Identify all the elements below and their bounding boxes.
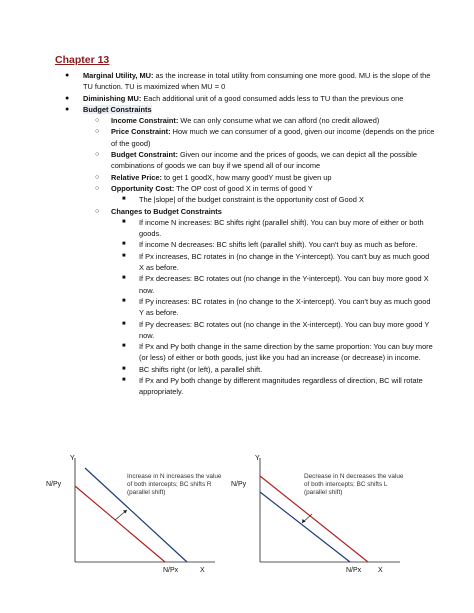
list-item [55, 273, 435, 296]
item-text: If Px and Py both change in the same direction by the same proportion: You can buy more (or less) of either or both goods, just like you had an increase (or decrease) in income. [139, 342, 433, 363]
bullet-icon: ● [65, 94, 70, 102]
bullet-icon: ○ [95, 184, 100, 192]
list-item [55, 149, 435, 172]
item-label: Budget Constraints [83, 104, 152, 114]
bullet-icon: ■ [122, 218, 126, 225]
list-item [55, 251, 435, 274]
item-text: Given our income and the prices of goods, we can depict all the possible combinations of goods we can buy if we spend all of our income [111, 150, 418, 171]
bullet-icon: ● [65, 72, 70, 79]
item-label: Opportunity Cost: [111, 183, 175, 193]
original-budget-line [75, 486, 165, 562]
item-label: Relative Price: [111, 172, 162, 182]
list-item [55, 70, 435, 93]
item-text: We can only consume what we can afford (no credit allowed) [178, 116, 380, 126]
bullet-icon: ■ [122, 252, 126, 259]
item-text: If Px and Py both change by different magnitudes regardless of direction, BC will rotate appropriately. [139, 376, 423, 397]
graph-income-decrease [231, 450, 415, 580]
list-item [55, 172, 435, 183]
item-label: Budget Constraint: [111, 150, 178, 160]
item-text: BC shifts right (or left), a parallel shift. [139, 364, 263, 374]
list-item [55, 375, 435, 398]
list-item [55, 115, 435, 126]
bullet-icon: ○ [95, 117, 100, 125]
list-item [55, 206, 435, 217]
item-text: If income N decreases: BC shifts left (parallel shift). You can't buy as much as before. [139, 240, 418, 250]
list-item [55, 104, 435, 115]
item-text: If Px increases, BC rotates in (no change in the Y-intercept). You can't buy as much good X as before. [139, 251, 430, 273]
bullet-icon: ● [65, 105, 70, 113]
y-intercept-label: N/Py [46, 481, 62, 488]
bullet-icon: ○ [95, 128, 100, 136]
caption-line-1: Increase in N increases the value [127, 473, 222, 480]
chapter-heading: Chapter 13 [55, 54, 110, 66]
item-text: If Py decreases: BC rotates out (no change in the X-intercept). You can buy more good Y now. [139, 319, 430, 340]
item-label: Marginal Utility, MU: [83, 71, 154, 80]
bullet-icon: ○ [95, 151, 100, 159]
budget-constraint-graphs [46, 450, 415, 580]
caption-line-1: Decrease in N decreases the value [304, 473, 404, 480]
item-text: If income N increases: BC shifts right (parallel shift). You can buy more of either or both goods. [139, 217, 424, 239]
bullet-icon: ■ [122, 320, 126, 327]
item-text: The OP cost of good X in terms of good Y [174, 183, 313, 193]
bullet-icon: ■ [122, 365, 126, 372]
item-text: How much we can consumer of a good, given our income (depends on the price of the good) [111, 127, 435, 148]
x-intercept-label: N/Px [163, 567, 179, 574]
notes-list [55, 70, 435, 398]
y-axis-label: Y [255, 455, 260, 462]
bullet-icon: ○ [95, 173, 100, 181]
shifted-budget-line [260, 492, 350, 562]
bullet-icon: ■ [122, 297, 126, 304]
caption-line-3: (parallel shift) [304, 489, 343, 496]
list-item [55, 194, 435, 205]
x-axis-label: X [200, 567, 205, 574]
caption-line-2: of both intercepts; BC shifts R [127, 481, 212, 488]
item-label: Changes to Budget Constraints [111, 206, 222, 216]
x-intercept-label: N/Px [346, 567, 362, 574]
list-item [55, 296, 435, 319]
y-intercept-label: N/Py [231, 481, 247, 488]
caption-line-2: of both intercepts; BC shifts L [304, 481, 388, 488]
bullet-icon: ■ [122, 196, 126, 203]
list-item [55, 239, 435, 250]
item-label: Income Constraint: [111, 116, 179, 126]
bullet-icon: ■ [122, 241, 126, 248]
caption-line-3: (parallel shift) [127, 489, 166, 496]
item-text: as the increase in total utility from consuming one more good. MU is the slope of the TU function. TU is maximized when MU = 0 [83, 71, 431, 92]
bullet-icon: ■ [122, 275, 126, 282]
list-item [55, 93, 435, 104]
item-label: Price Constraint: [111, 127, 171, 137]
bullet-icon: ■ [122, 343, 126, 350]
x-axis-label: X [378, 567, 383, 574]
list-item [55, 217, 435, 240]
bullet-icon: ○ [95, 207, 100, 215]
list-item [55, 183, 435, 194]
bullet-icon: ■ [122, 377, 126, 384]
list-item [55, 126, 435, 149]
list-item [55, 319, 435, 342]
item-text: The |slope| of the budget constraint is the opportunity cost of Good X [139, 195, 364, 205]
arrowhead-icon [302, 519, 306, 523]
graph-income-increase [46, 450, 230, 580]
list-item [55, 364, 435, 375]
item-label: Diminishing MU: [83, 93, 142, 103]
y-axis-label: Y [70, 455, 75, 462]
item-text: Each additional unit of a good consumed adds less to TU than the previous one [141, 93, 404, 103]
list-item [55, 341, 435, 364]
item-text: to get 1 goodX, how many goodY must be given up [161, 172, 332, 182]
item-text: If Py increases: BC rotates in (no change to the X-intercept). You can't buy as much good Y as before. [139, 296, 431, 318]
item-text: If Px decreases: BC rotates out (no change in the Y-intercept). You can buy more good X now. [139, 274, 429, 295]
